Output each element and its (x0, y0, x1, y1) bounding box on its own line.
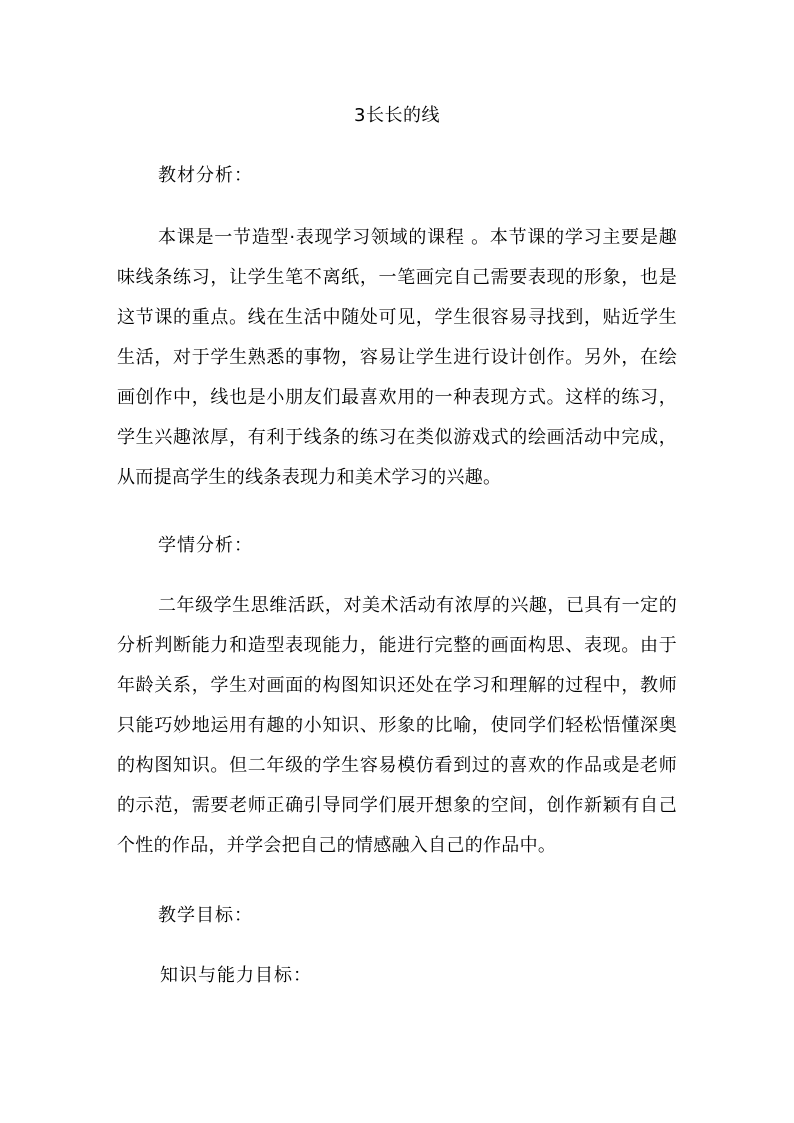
section-heading-knowledge-ability-goals: 知识与能力目标： (160, 965, 312, 986)
paragraph-student-analysis: 二年级学生思维活跃，对美术活动有浓厚的兴趣，已具有一定的分析判断能力和造型表现能力，能进行完整的画面构思、表现。由于年龄关系，学生对画面的构图知识还处在学习和理解的过程中，教师只能巧妙地运用有趣的小知识、形象的比喻，使同学们轻松悟懂深奥的构图知识。但二年级的学生容易模仿看到过的喜欢的作品或是老师的示范，需要老师正确引导同学们展开想象的空间，创作新颖有自己个性的作品，并学会把自己的情感融入自己的作品中。 (117, 595, 677, 856)
section-heading-teaching-goals: 教学目标： (158, 905, 253, 926)
paragraph-textbook-analysis: 本课是一节造型·表现学习领域的课程 。本节课的学习主要是趣味线条练习，让学生笔不离纸，一笔画完自己需要表现的形象，也是这节课的重点。线在生活中随处可见，学生很容易寻找到，贴近学生生活，对于学生熟悉的事物，容易让学生进行设计创作。另外，在绘画创作中，线也是小朋友们最喜欢用的一种表现方式。这样的练习，学生兴趣浓厚，有利于线条的练习在类似游戏式的绘画活动中完成，从而提高学生的线条表现力和美术学习的兴趣。 (117, 227, 677, 488)
document-title: 3长长的线 (354, 105, 440, 126)
section-heading-textbook-analysis: 教材分析： (158, 165, 253, 186)
section-heading-student-analysis: 学情分析： (158, 535, 253, 556)
